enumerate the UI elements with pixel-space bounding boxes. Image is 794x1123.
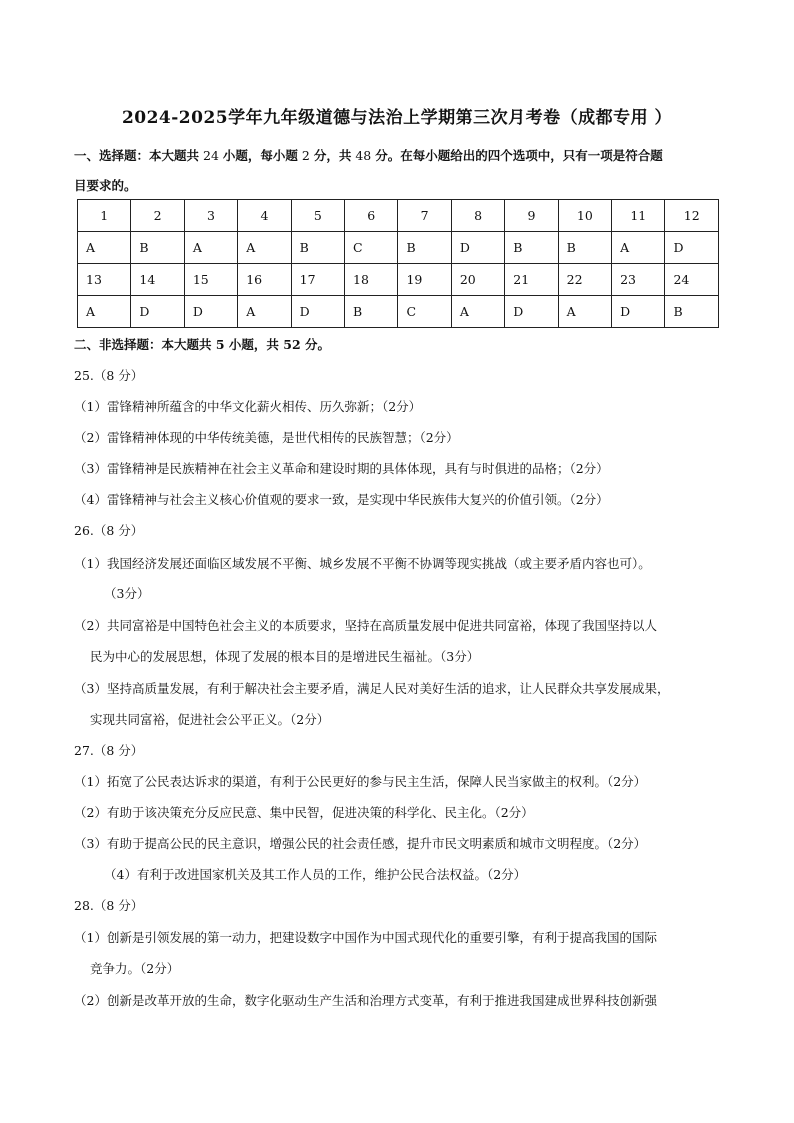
table-cell: 18: [345, 264, 398, 296]
table-cell: 15: [184, 264, 237, 296]
table-cell: 10: [558, 200, 611, 232]
table-cell: D: [184, 296, 237, 328]
table-cell: 3: [184, 200, 237, 232]
q26-item-2-cont: 民为中心的发展思想，体现了发展的根本目的是增进民生福祉。（3分）: [90, 649, 480, 664]
q25-item: （3）雷锋精神是民族精神在社会主义革命和建设时期的具体体现，具有与时俱进的品格；（2分）: [74, 461, 609, 476]
table-cell: B: [665, 296, 719, 328]
table-cell: 5: [291, 200, 344, 232]
table-cell: 9: [505, 200, 558, 232]
table-cell: 17: [291, 264, 344, 296]
section1-heading-cont: 目要求的。: [74, 178, 137, 193]
table-cell: D: [505, 296, 558, 328]
table-cell: 1: [78, 200, 131, 232]
q26-item-1-cont: （3分）: [104, 586, 150, 601]
table-cell: A: [238, 232, 291, 264]
table-cell: 19: [398, 264, 451, 296]
table-cell: D: [665, 232, 719, 264]
q28-item-1: （1）创新是引领发展的第一动力，把建设数字中国作为中国式现代化的重要引擎，有利于提高我国的国际: [74, 930, 657, 945]
q26-item-3-cont: 实现共同富裕，促进社会公平正义。（2分）: [90, 712, 330, 727]
table-cell: D: [291, 296, 344, 328]
table-row: [78, 232, 719, 264]
table-cell: 11: [612, 200, 665, 232]
q27-item: （2）有助于该决策充分反应民意、集中民智，促进决策的科学化、民主化。（2分）: [74, 805, 534, 820]
table-cell: A: [78, 296, 131, 328]
table-cell: D: [451, 232, 504, 264]
table-cell: 2: [131, 200, 184, 232]
q26-heading: 26.（8 分）: [74, 523, 144, 538]
table-cell: A: [451, 296, 504, 328]
q28-item-1-cont: 竞争力。（2分）: [90, 961, 180, 976]
table-cell: 20: [451, 264, 504, 296]
table-cell: 16: [238, 264, 291, 296]
table-cell: D: [612, 296, 665, 328]
q26-item-3: （3）坚持高质量发展，有利于解决社会主要矛盾，满足人民对美好生活的追求，让人民群众共享发展成果，: [74, 681, 670, 696]
table-row: [78, 200, 719, 232]
q26-item-1: （1）我国经济发展还面临区域发展不平衡、城乡发展不平衡不协调等现实挑战（或主要矛盾内容也可）。: [74, 556, 651, 571]
table-cell: A: [558, 296, 611, 328]
q26-item-2: （2）共同富裕是中国特色社会主义的本质要求，坚持在高质量发展中促进共同富裕，体现了我国坚持以人: [74, 618, 657, 633]
q28-heading: 28.（8 分）: [74, 898, 144, 913]
section2-heading: 二、非选择题：本大题共 5 小题，共 52 分。: [74, 337, 331, 352]
table-cell: B: [291, 232, 344, 264]
q25-item: （4）雷锋精神与社会主义核心价值观的要求一致，是实现中华民族伟大复兴的价值引领。（2分）: [74, 492, 609, 507]
table-cell: A: [184, 232, 237, 264]
table-cell: 21: [505, 264, 558, 296]
table-cell: 6: [345, 200, 398, 232]
q25-heading: 25.（8 分）: [74, 368, 144, 383]
table-cell: C: [398, 296, 451, 328]
table-cell: B: [345, 296, 398, 328]
page-title: 2024-2025学年九年级道德与法治上学期第三次月考卷（成都专用 ）: [121, 108, 673, 128]
q27-item: （1）拓宽了公民表达诉求的渠道，有利于公民更好的参与民主生活，保障人民当家做主的权利。（2分）: [74, 774, 647, 789]
q25-item: （1）雷锋精神所蕴含的中华文化薪火相传、历久弥新；（2分）: [74, 399, 422, 414]
table-cell: B: [131, 232, 184, 264]
q27-heading: 27.（8 分）: [74, 743, 144, 758]
table-cell: 4: [238, 200, 291, 232]
table-cell: 22: [558, 264, 611, 296]
table-cell: 7: [398, 200, 451, 232]
q25-item: （2）雷锋精神体现的中华传统美德，是世代相传的民族智慧；（2分）: [74, 430, 459, 445]
q28-item-2: （2）创新是改革开放的生命，数字化驱动生产生活和治理方式变革，有利于推进我国建成世界科技创新强: [74, 993, 657, 1008]
table-row: [78, 296, 719, 328]
answer-table: [77, 199, 719, 328]
q27-item: （3）有助于提高公民的民主意识，增强公民的社会责任感，提升市民文明素质和城市文明程度。（2分）: [74, 836, 647, 851]
table-cell: 23: [612, 264, 665, 296]
table-cell: 13: [78, 264, 131, 296]
table-cell: 24: [665, 264, 719, 296]
table-cell: B: [558, 232, 611, 264]
table-cell: B: [398, 232, 451, 264]
section1-heading: 一、选择题：本大题共 24 小题，每小题 2 分，共 48 分。在每小题给出的四个选项中，只有一项是符合题: [74, 148, 663, 163]
table-cell: A: [612, 232, 665, 264]
table-cell: 12: [665, 200, 719, 232]
table-cell: C: [345, 232, 398, 264]
table-cell: B: [505, 232, 558, 264]
table-cell: A: [238, 296, 291, 328]
table-cell: 8: [451, 200, 504, 232]
q27-item: （4）有利于改进国家机关及其工作人员的工作，维护公民合法权益。（2分）: [104, 867, 527, 882]
table-row: [78, 264, 719, 296]
table-cell: D: [131, 296, 184, 328]
table-cell: 14: [131, 264, 184, 296]
table-cell: A: [78, 232, 131, 264]
